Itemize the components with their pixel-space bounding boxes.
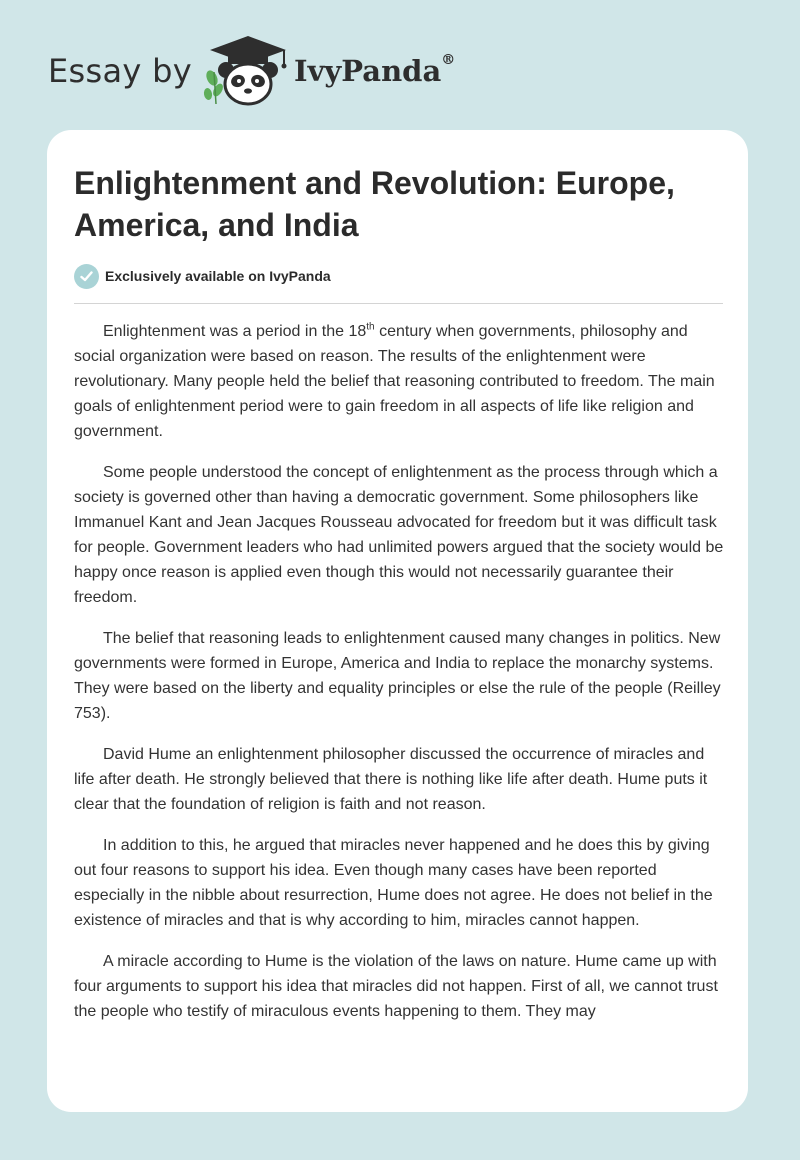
brand-name xyxy=(294,54,455,88)
paragraph: Some people understood the concept of enlightenment as the process through which a society is governed other than having a democratic government. Some philosophers like Immanuel Kant and Jean Jacques Rousseau advocated for freedom but it was difficult task for people. Government leaders who had unlimited powers argued that the society would be happy once reason is applied even though this would not necessarily guarantee their freedom. xyxy=(74,464,724,606)
brand-name-text: IvyPanda xyxy=(294,54,442,88)
paragraph: In addition to this, he argued that miracles never happened and he does this by giving out four reasons to support his idea. Even though many cases have been reported especially in the nibble about resurrection, Hume does not agree. He does not belief in the existence of miracles and that is why according to him, miracles cannot happen. xyxy=(74,837,713,929)
paragraph: A miracle according to Hume is the violation of the laws on nature. Hume came up with four arguments to support his idea that miracles did not happen. First of all, we cannot trust the people who testify of miraculous events happening to them. They may xyxy=(74,953,718,1020)
registered-mark: ® xyxy=(441,52,456,68)
paragraph xyxy=(74,319,724,444)
paragraph-text: Enlightenment was a period in the 18 xyxy=(103,323,367,340)
exclusive-badge-label: Exclusively available on IvyPanda xyxy=(105,268,331,284)
ordinal-suffix: th xyxy=(366,321,375,333)
paragraph: The belief that reasoning leads to enlightenment caused many changes in politics. New governments were formed in Europe, America and India to replace the monarchy systems. They were based on the liberty and equality principles or else the rule of the people (Reilley 753). xyxy=(74,630,721,722)
site-logo[interactable] xyxy=(48,34,508,114)
exclusive-badge xyxy=(74,263,331,289)
brand-prefix: Essay by xyxy=(48,52,192,90)
paragraph: David Hume an enlightenment philosopher discussed the occurrence of miracles and life after death. He strongly believed that there is nothing like life after death. Hume puts it clear that the foundation of religion is faith and not reason. xyxy=(74,746,708,813)
check-icon xyxy=(74,264,99,289)
title-divider xyxy=(74,303,723,304)
essay-title: Enlightenment and Revolution: Europe, America, and India xyxy=(74,165,675,243)
paragraph-text: century when governments, philosophy and social organization were based on reason. The results of the enlightenment were revolutionary. Many people held the belief that reasoning contributed to freedom. The main goals of enlightenment period were to gain freedom in all aspects of life like religion and government. xyxy=(74,323,715,440)
essay-card xyxy=(47,130,748,1112)
panda-logo-icon xyxy=(198,34,290,108)
essay-body xyxy=(74,319,724,1040)
